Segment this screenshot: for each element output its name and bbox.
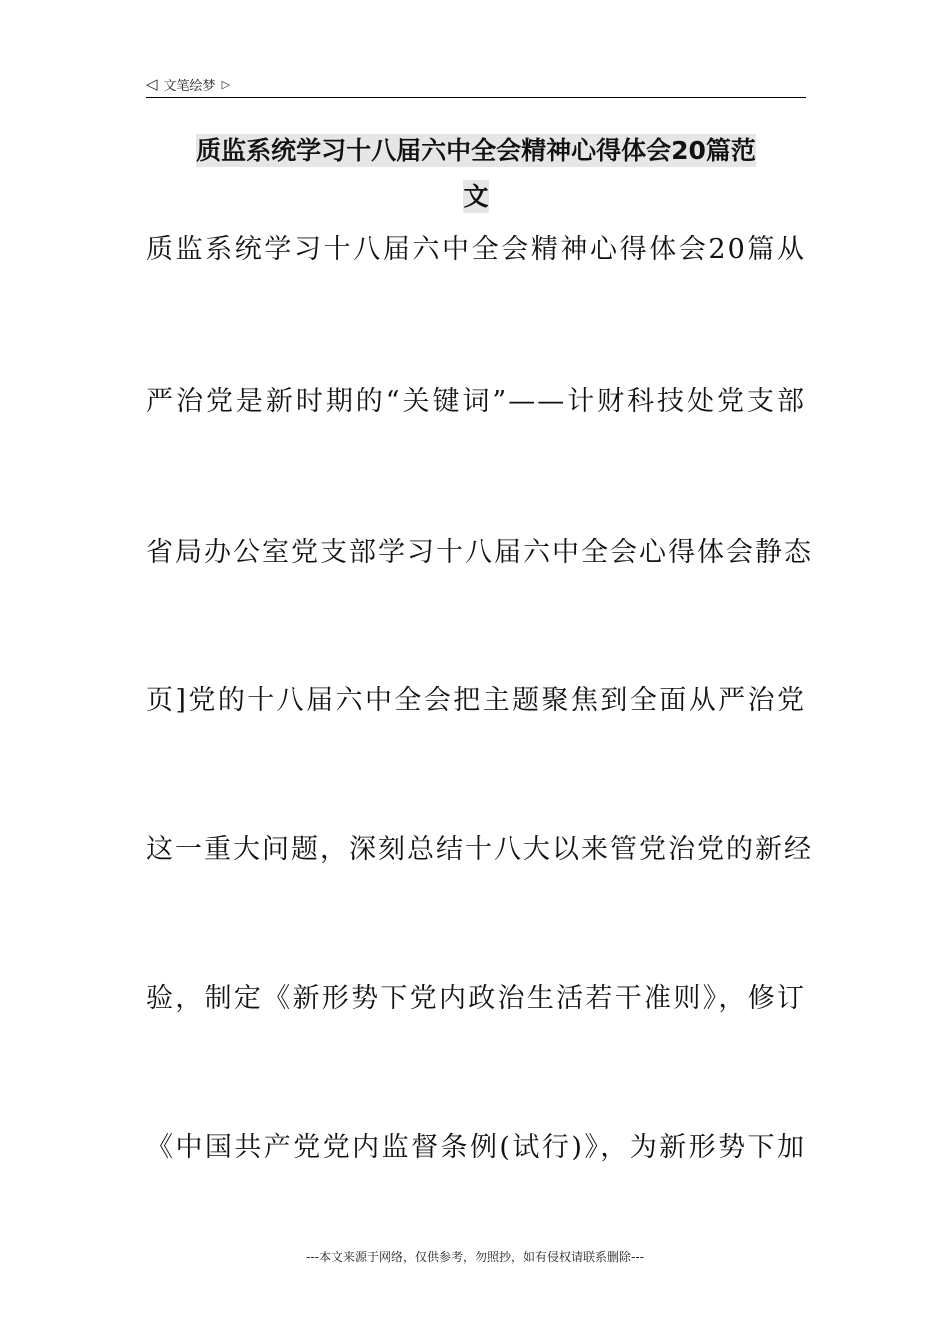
body-line-6: 验，制定《新形势下党内政治生活若干准则》，修订 [146, 983, 806, 1014]
body-line-1: 质监系统学习十八届六中全会精神心得体会20篇从 [146, 234, 806, 265]
body-line-4: 页]党的十八届六中全会把主题聚焦到全面从严治党 [146, 685, 806, 716]
title-line-1: 质监系统学习十八届六中全会精神心得体会20篇范 [196, 136, 756, 165]
body-line-2: 严治党是新时期的“关键词”——计财科技处党支部 [146, 386, 806, 417]
title-line-2: 文 [463, 182, 489, 211]
right-triangle-icon: ▷ [221, 77, 231, 91]
header-brand: 文笔绘梦 [163, 78, 216, 94]
left-triangle-icon: ◁ [146, 74, 158, 93]
header-divider [146, 97, 806, 98]
page-header [146, 72, 806, 96]
body-line-3: 省局办公室党支部学习十八届六中全会心得体会静态 [146, 537, 813, 568]
document-title [146, 128, 806, 220]
body-line-5: 这一重大问题，深刻总结十八大以来管党治党的新经 [146, 834, 813, 865]
footer-note: ---本文来源于网络，仅供参考，勿照抄，如有侵权请联系删除--- [306, 1250, 644, 1264]
body-line-7: 《中国共产党党内监督条例(试行)》，为新形势下加 [146, 1132, 806, 1163]
